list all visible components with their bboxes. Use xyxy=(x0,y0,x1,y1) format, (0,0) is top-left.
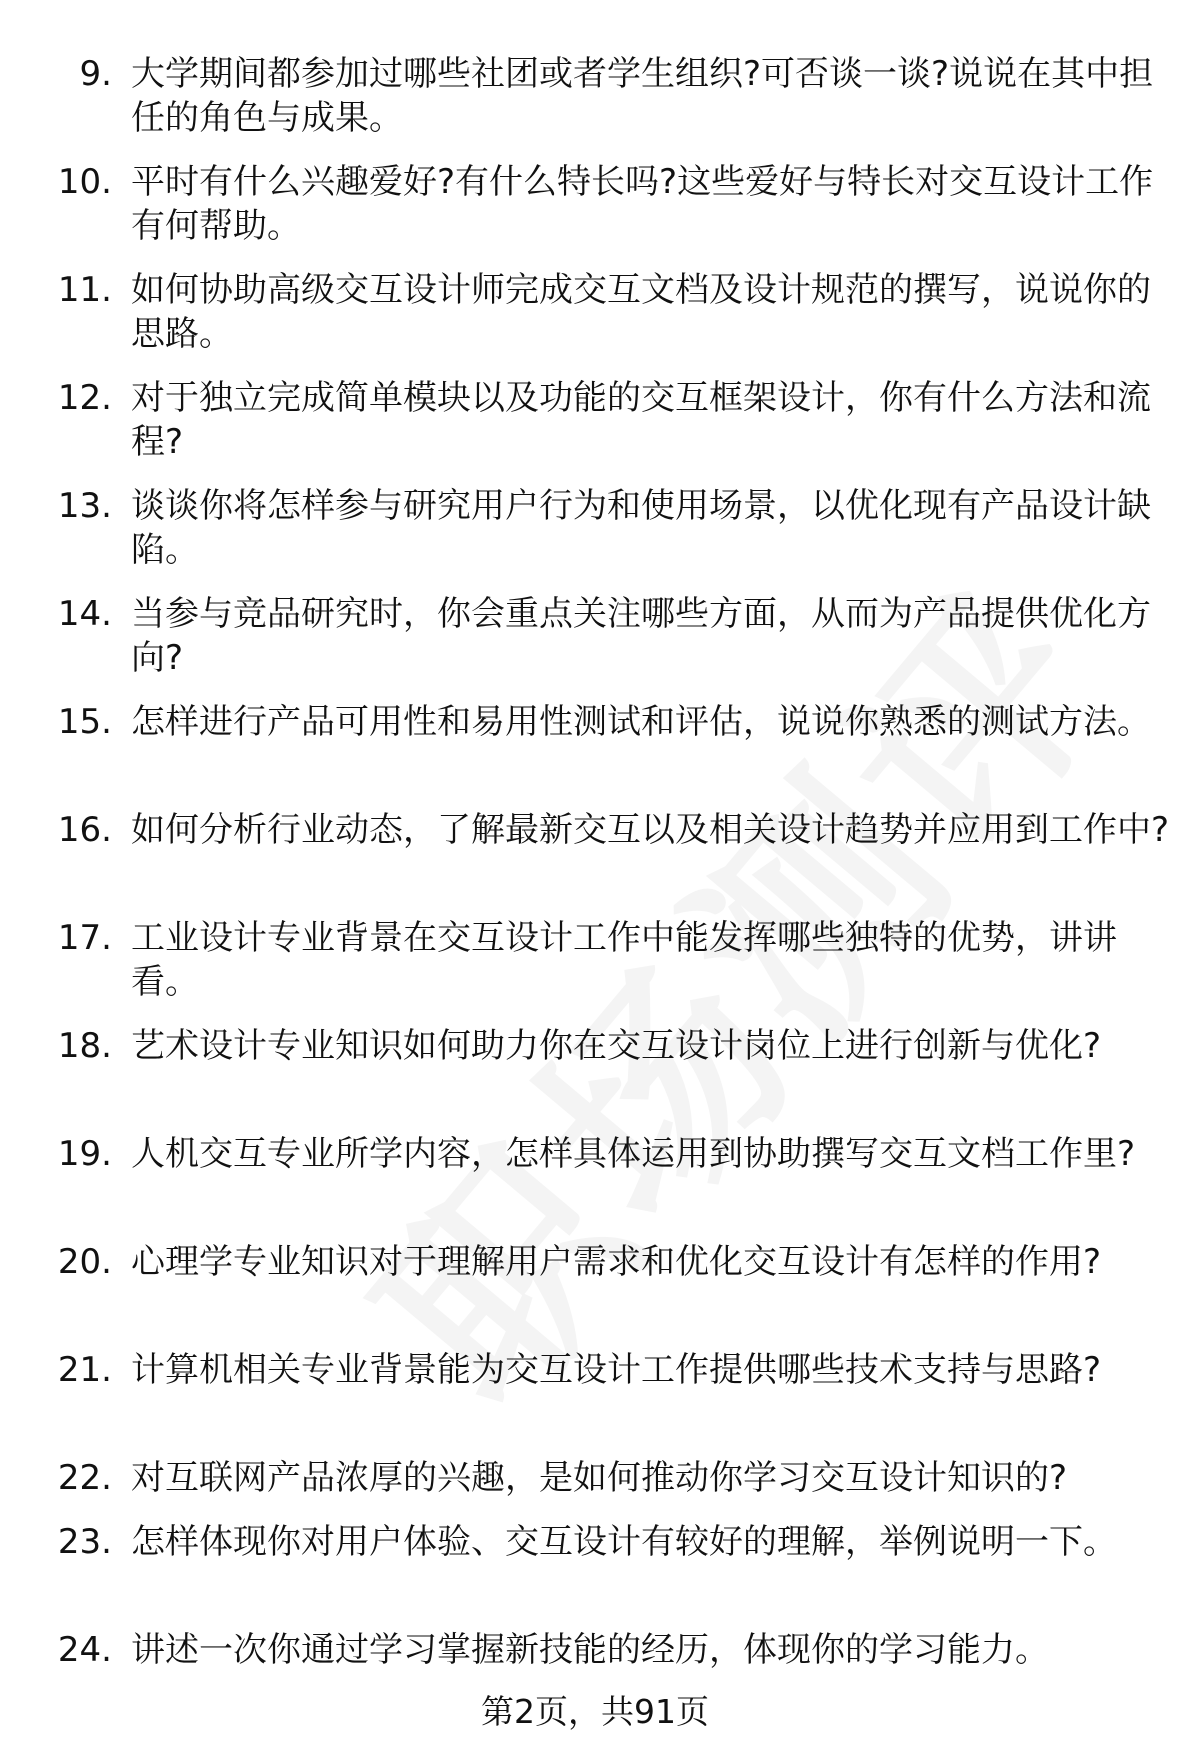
question-text: 工业设计专业背景在交互设计工作中能发挥哪些独特的优势，讲讲看。 xyxy=(131,918,1117,1002)
question-item xyxy=(0,52,1190,160)
question-number: 20. xyxy=(57,1242,112,1282)
question-text: 对互联网产品浓厚的兴趣，是如何推动你学习交互设计知识的? xyxy=(131,1458,1068,1498)
question-item xyxy=(0,376,1190,484)
question-text: 计算机相关专业背景能为交互设计工作提供哪些技术支持与思路? xyxy=(131,1350,1102,1390)
question-item xyxy=(0,1132,1190,1240)
page-footer: 第2页，共91页 xyxy=(481,1692,709,1731)
question-number: 19. xyxy=(57,1134,112,1174)
question-list xyxy=(0,52,1190,1692)
question-number: 9. xyxy=(79,54,112,94)
question-item xyxy=(0,1628,1190,1692)
question-number: 21. xyxy=(57,1350,112,1390)
question-item xyxy=(0,268,1190,376)
question-text: 怎样进行产品可用性和易用性测试和评估，说说你熟悉的测试方法。 xyxy=(131,702,1151,742)
question-text: 平时有什么兴趣爱好?有什么特长吗?这些爱好与特长对交互设计工作有何帮助。 xyxy=(131,162,1154,246)
question-item xyxy=(0,1240,1190,1348)
question-text: 心理学专业知识对于理解用户需求和优化交互设计有怎样的作用? xyxy=(131,1242,1102,1282)
question-item xyxy=(0,1456,1190,1520)
question-text: 讲述一次你通过学习掌握新技能的经历，体现你的学习能力。 xyxy=(131,1630,1049,1670)
question-item xyxy=(0,1024,1190,1132)
question-item xyxy=(0,808,1190,916)
question-text: 人机交互专业所学内容，怎样具体运用到协助撰写交互文档工作里? xyxy=(131,1134,1136,1174)
question-number: 10. xyxy=(57,162,112,202)
question-number: 13. xyxy=(57,486,112,526)
question-number: 16. xyxy=(57,810,112,850)
question-item xyxy=(0,916,1190,1024)
question-number: 11. xyxy=(57,270,112,310)
question-item xyxy=(0,700,1190,808)
question-text: 对于独立完成简单模块以及功能的交互框架设计，你有什么方法和流程? xyxy=(131,378,1151,462)
question-number: 23. xyxy=(57,1522,112,1562)
question-item xyxy=(0,484,1190,592)
question-number: 18. xyxy=(57,1026,112,1066)
question-item xyxy=(0,592,1190,700)
question-text: 艺术设计专业知识如何助力你在交互设计岗位上进行创新与优化? xyxy=(131,1026,1102,1066)
question-item xyxy=(0,1348,1190,1456)
question-number: 17. xyxy=(57,918,112,958)
question-item xyxy=(0,160,1190,268)
question-number: 14. xyxy=(57,594,112,634)
question-text: 当参与竞品研究时，你会重点关注哪些方面，从而为产品提供优化方向? xyxy=(131,594,1151,678)
question-text: 谈谈你将怎样参与研究用户行为和使用场景，以优化现有产品设计缺陷。 xyxy=(131,486,1151,570)
question-text: 怎样体现你对用户体验、交互设计有较好的理解，举例说明一下。 xyxy=(131,1522,1117,1562)
question-number: 15. xyxy=(57,702,112,742)
question-item xyxy=(0,1520,1190,1628)
question-text: 大学期间都参加过哪些社团或者学生组织?可否谈一谈?说说在其中担任的角色与成果。 xyxy=(131,54,1154,138)
question-text: 如何分析行业动态，了解最新交互以及相关设计趋势并应用到工作中? xyxy=(131,810,1170,850)
question-number: 22. xyxy=(57,1458,112,1498)
question-number: 24. xyxy=(57,1630,112,1670)
question-text: 如何协助高级交互设计师完成交互文档及设计规范的撰写，说说你的思路。 xyxy=(131,270,1151,354)
question-number: 12. xyxy=(57,378,112,418)
